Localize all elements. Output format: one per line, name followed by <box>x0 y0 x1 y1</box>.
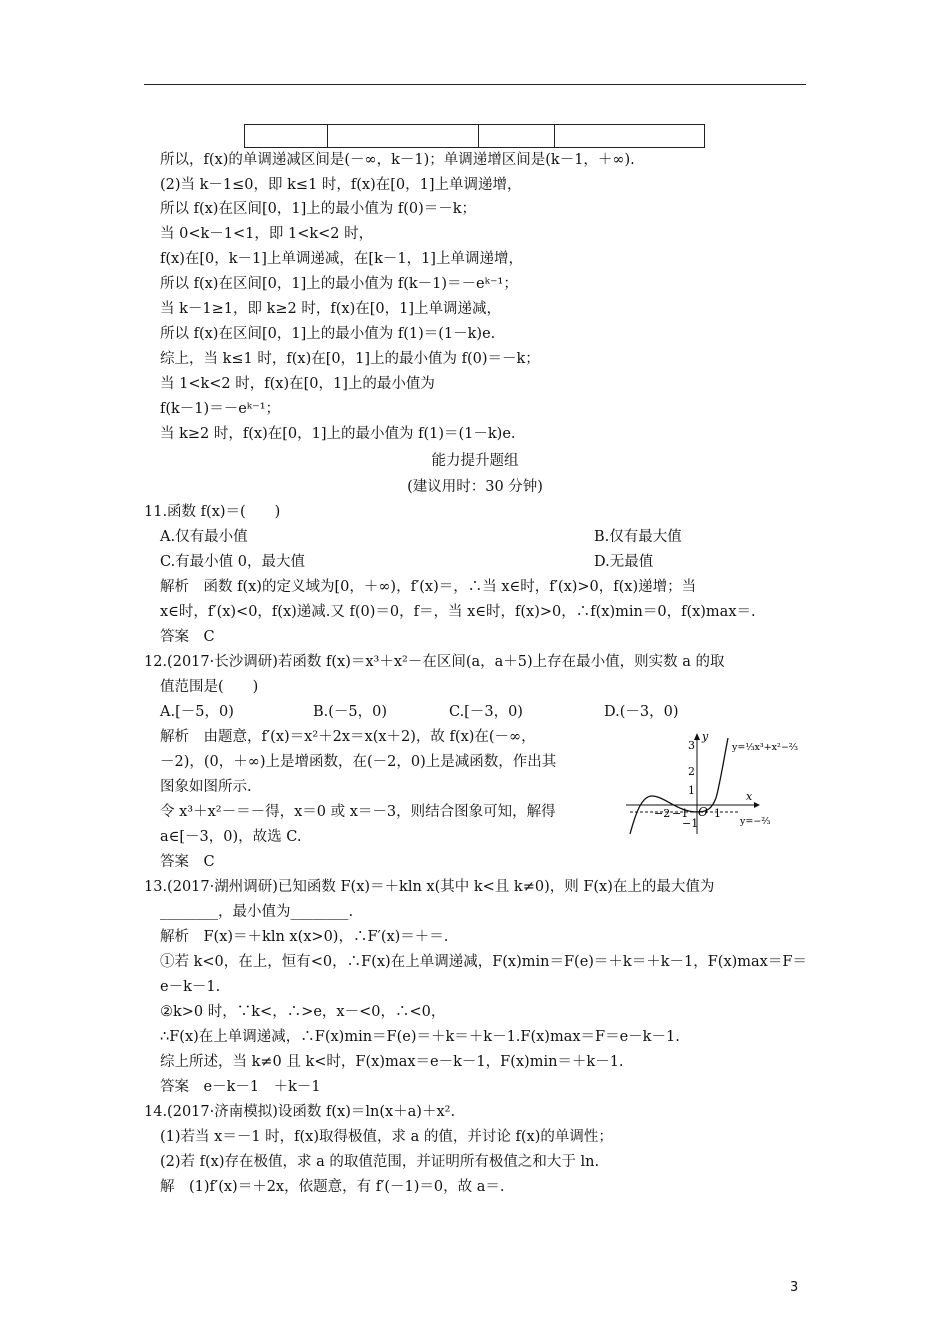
answer-line: 答案 C <box>160 629 215 645</box>
text-line: 当 k－1≥1，即 k≥2 时，f(x)在[0，1]上单调递减， <box>160 301 501 317</box>
option-a: A.仅有最小值 <box>160 529 248 545</box>
origin-label: O <box>698 805 708 819</box>
table-cell <box>555 125 704 147</box>
answer-line: 答案 C <box>160 854 215 870</box>
question-14-stem: 14.(2017·济南模拟)设函数 f(x)＝ln(x＋a)＋x². <box>144 1104 456 1120</box>
x-tick-label: −2 <box>654 807 671 820</box>
x-axis-label: x <box>746 790 753 803</box>
table-cell <box>245 125 328 147</box>
analysis-line: 解析 F(x)＝＋kln x(x>0)，∴F′(x)＝＋＝. <box>160 929 449 945</box>
analysis-line: －2)，(0，＋∞)上是增函数，在(－2，0)上是减函数，作出其 <box>160 754 557 770</box>
curve-label: y=⅓x³+x²−⅔ <box>732 742 798 753</box>
text-line: (2)当 k－1≤0，即 k≤1 时，f(x)在[0，1]上单调递增， <box>160 177 522 193</box>
analysis-line: a∈[－3，0)，故选 C. <box>160 829 302 845</box>
analysis-line: e－k－1. <box>160 979 221 995</box>
text-line: f(x)在[0，k－1]上单调递减，在[k－1，1]上单调递增， <box>160 251 523 267</box>
y-tick-label: 2 <box>688 765 695 778</box>
header-rule <box>144 84 806 85</box>
text-line: 当 1<k<2 时，f(x)在[0，1]上的最小值为 <box>160 376 435 392</box>
analysis-line: ①若 k<0，在上，恒有<0，∴F(x)在上单调递减，F(x)min＝F(e)＝＋k＝＋k－1，F(x)max＝F＝ <box>160 954 807 970</box>
x-arrow-icon <box>754 802 760 808</box>
analysis-line: x∈时，f′(x)<0，f(x)递减.又 f(0)＝0，f＝，当 x∈时，f(x)>0，∴f(x)min＝0，f(x)max＝. <box>160 604 756 620</box>
text-line: 所以 f(x)在区间[0，1]上的最小值为 f(k－1)＝－eᵏ⁻¹； <box>160 276 518 292</box>
y-tick-label: 1 <box>688 784 695 797</box>
question-12-stem-cont: 值范围是( ) <box>160 679 259 695</box>
table-cell <box>328 125 479 147</box>
function-graph <box>622 728 798 840</box>
text-line: 当 0<k－1<1，即 1<k<2 时， <box>160 226 374 242</box>
analysis-line: 解析 由题意，f′(x)＝x²＋2x＝x(x＋2)，故 f(x)在(－∞， <box>160 729 536 745</box>
answer-line: 答案 e－k－1 ＋k－1 <box>160 1079 321 1095</box>
y-tick-label: −1 <box>682 817 699 830</box>
option-c: C.[－3，0) <box>449 704 523 720</box>
text-line: 所以 f(x)在区间[0，1]上的最小值为 f(0)＝－k； <box>160 201 477 217</box>
analysis-line: ②k>0 时，∵k<，∴>e，x－<0，∴<0， <box>160 1004 446 1020</box>
option-d: D.无最值 <box>594 554 654 570</box>
text-line: 所以 f(x)在区间[0，1]上的最小值为 f(1)＝(1－k)e. <box>160 326 496 342</box>
text-line: 所以，f(x)的单调递减区间是(－∞，k－1)；单调递增区间是(k－1，＋∞). <box>160 152 635 168</box>
question-11-stem: 11.函数 f(x)＝( ) <box>144 504 281 520</box>
y-tick-label: 3 <box>688 739 695 752</box>
text-line: 当 k≥2 时，f(x)在[0，1]上的最小值为 f(1)＝(1－k)e. <box>160 426 516 442</box>
question-14-part2: (2)若 f(x)存在极值，求 a 的取值范围，并证明所有极值之和大于 ln. <box>160 1154 600 1170</box>
solution-line: 解 (1)f′(x)＝＋2x，依题意，有 f′(－1)＝0，故 a＝. <box>160 1179 505 1195</box>
page-number: 3 <box>790 1280 799 1295</box>
option-b: B.仅有最大值 <box>594 529 682 545</box>
line-label: y=−⅔ <box>740 816 771 827</box>
text-line: 综上，当 k≤1 时，f(x)在[0，1]上的最小值为 f(0)＝－k； <box>160 351 540 367</box>
table-cell <box>479 125 555 147</box>
section-title: 能力提升题组 <box>431 453 519 469</box>
analysis-line: ∴F(x)在上单调递减，∴F(x)min＝F(e)＝＋k＝＋k－1.F(x)max＝F＝e－k－1. <box>160 1029 680 1045</box>
analysis-line: 综上所述，当 k≠0 且 k<时，F(x)max＝e－k－1，F(x)min＝＋k－1. <box>160 1054 624 1070</box>
text-line: f(k－1)＝－eᵏ⁻¹； <box>160 401 281 417</box>
analysis-line: 令 x³＋x²－＝－得，x＝0 或 x＝－3，则结合图象可知，解得 <box>160 804 556 820</box>
question-14-part1: (1)若当 x＝－1 时，f(x)取得极值，求 a 的值，并讨论 f(x)的单调性； <box>160 1129 613 1145</box>
analysis-line: 图象如图所示. <box>160 779 252 795</box>
option-a: A.[－5，0) <box>160 704 234 720</box>
analysis-line: 解析 函数 f(x)的定义域为[0，＋∞)，f′(x)＝，∴当 x∈时，f′(x)>0，f(x)递增；当 <box>160 579 697 595</box>
option-c: C.有最小值 0，最大值 <box>160 554 306 570</box>
question-13-stem-cont: ________，最小值为________. <box>160 904 354 920</box>
section-subtitle: (建议用时：30 分钟) <box>407 479 543 495</box>
table-row-empty <box>244 124 705 148</box>
question-12-stem: 12.(2017·长沙调研)若函数 f(x)＝x³＋x²－在区间(a，a＋5)上存在最小值，则实数 a 的取 <box>144 654 725 670</box>
option-d: D.(－3，0) <box>604 704 679 720</box>
question-13-stem: 13.(2017·湖州调研)已知函数 F(x)＝＋kln x(其中 k<且 k≠0)，则 F(x)在上的最大值为 <box>144 879 715 895</box>
x-tick-label: −1 <box>672 807 689 820</box>
option-b: B.(－5，0) <box>313 704 388 720</box>
x-tick-label: 1 <box>714 807 721 820</box>
y-axis-label: y <box>702 730 709 743</box>
